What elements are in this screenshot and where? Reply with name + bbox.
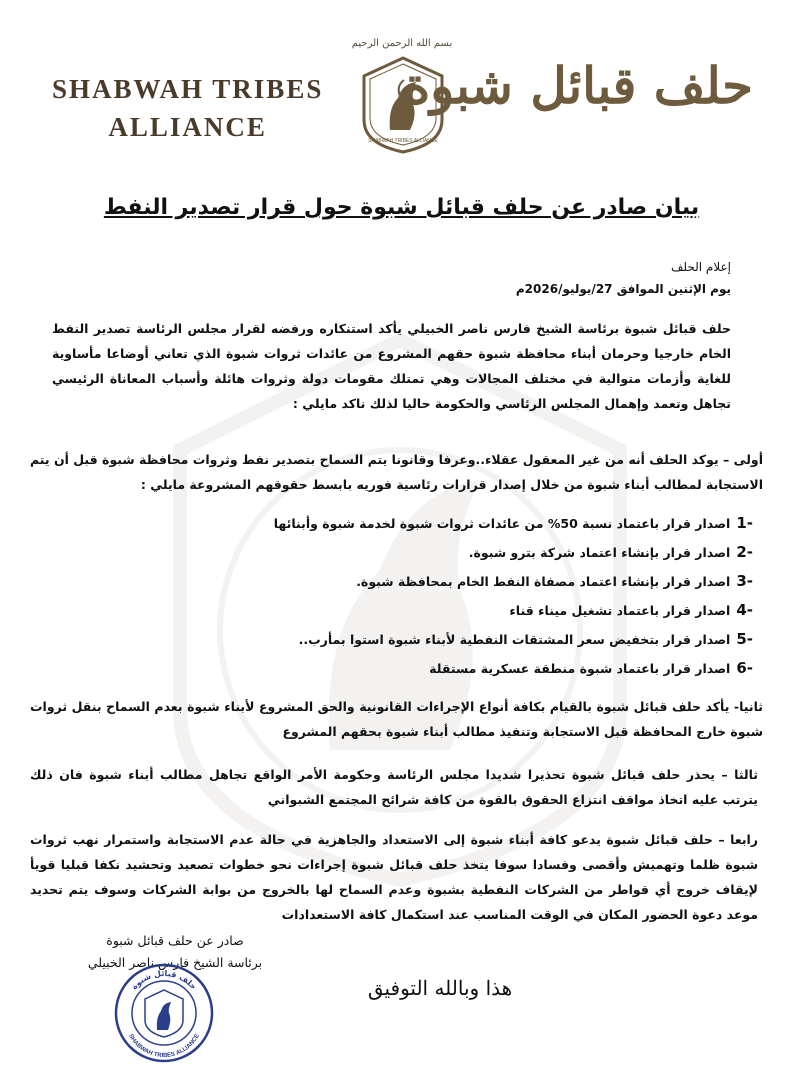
list-item [60, 567, 753, 596]
list-item-number: -3 [736, 572, 753, 590]
list-item [60, 538, 753, 567]
point-third-paragraph: ثالثا – يحذر حلف قبائل شبوة تحذيرا شديدا مجلس الرئاسة وحكومة الأمر الواقع تجاهل مطالب أبناء شبوة فان ذلك يترتب عليه اتخاذ مواقف انتزاع الحقوق بالقوة من كافة شرائح المجتمع الشبواني [30, 767, 758, 807]
english-logo-line1: SHABWAH TRIBES [52, 74, 324, 104]
list-item [60, 509, 753, 538]
issuer-line1: صادر عن حلف قبائل شبوة [106, 933, 244, 948]
statement-source: إعلام الحلف [670, 260, 731, 274]
list-item-text: اصدار قرار باعتماد نسبة 50% من عائدات ثروات شبوة لخدمة شبوة وأبنائها [273, 516, 731, 531]
statement-title: بيان صادر عن حلف قبائل شبوة حول قرار تصدير النفط [103, 195, 700, 220]
basmala: بسم الله الرحمن الرحيم [351, 38, 453, 49]
list-item-text: اصدار قرار بإنشاء اعتماد شركة بترو شبوة. [468, 545, 731, 560]
list-item-text: اصدار قرار باعتماد تشغيل ميناء قناء [509, 603, 731, 618]
list-item-number: -1 [736, 514, 753, 532]
emblem-caption: SHABWAH TRIBES ALLIANCE [368, 138, 438, 144]
letterhead [0, 0, 803, 175]
demands-list [60, 509, 753, 683]
list-item-number: -6 [736, 659, 753, 677]
closing-phrase: هذا وبالله التوفيق [367, 976, 513, 1000]
arabic-logo: حلف قبائل شبوة [403, 56, 753, 115]
point-fourth-paragraph: رابعا – حلف قبائل شبوة يدعو كافة أبناء شبوة إلى الاستعداد والجاهزية في حالة عدم الاستجابة واستمرار نهب ثروات شبوة ظلما وتهميش وأقصى وفسادا سوفا يتخذ حلف قبائل شبوة إجراءات نحو خطوات تصعيد وتحشيد نكفا قبليا قويأ لإيقاف خروج أي قواطر من الشركات النفطية بشبوة وعدم السماح لها بالخروج من بوابة الشركات وسوف يتم تحديد موعد دعوة الحضور المكان في الوقت المناسب عند استكمال كافة الاستعدادات [30, 832, 758, 922]
list-item-number: -2 [736, 543, 753, 561]
list-item-number: -5 [736, 630, 753, 648]
seal-english-text: SHABWAH TRIBES ALLIANCE [127, 1033, 201, 1060]
list-item-text: اصدار قرار باعتماد شبوة منطقة عسكرية مستقلة [429, 661, 731, 676]
english-logo-line2: ALLIANCE [108, 112, 267, 142]
list-item [60, 596, 753, 625]
official-seal-icon [113, 962, 215, 1064]
point-second-paragraph: ثانيا- يأكد حلف قبائل شبوة بالقيام بكافة أنواع الإجراءات القانونية والحق المشروع لأبناء شبوة بعدم السماح بنقل ثروات شبوة خارج المحافظة قبل الاستجابة وتنفيذ مطالب أبناء شبوة بحقهم المشروع [30, 699, 763, 739]
seal-arabic-text: حلف قبائل شبوة [129, 968, 199, 992]
statement-date: يوم الإثنين الموافق 27/يوليو/2026م [515, 282, 731, 296]
list-item [60, 654, 753, 683]
list-item-number: -4 [736, 601, 753, 619]
point-first-paragraph: أولى – يوكد الحلف أنه من غير المعقول عقلاء..وعرفا وقانونا يتم السماح بتصدير نفط وثروات محافظة شبوة قبل أن يتم الاستجابة لمطالب أبناء شبوة من خلال إصدار قرارات رئاسية فوريه بابسط حقوقهم المشروعة مايلي : [30, 452, 763, 492]
statement-meta [516, 256, 731, 300]
list-item-text: اصدار قرار بإنشاء اعتماد مصفاة النفط الخام بمحافظة شبوة. [356, 574, 731, 589]
list-item-text: اصدار قرار بتخفيض سعر المشتقات النفطية لأبناء شبوة استوا بمأرب.. [298, 632, 731, 647]
issuer-line2: برئاسة الشيخ فارس ناصر الخبيلي [87, 955, 263, 970]
intro-paragraph: حلف قبائل شبوة برئاسة الشيخ فارس ناصر الخبيلي يأكد استنكاره ورفضه لقرار مجلس الرئاسة تصدير النفط الخام خارجيا وحرمان أبناء محافظة شبوة حقهم المشروع من عائدات ثروات شبوة الذي تعاني أوضاعا مأساوية للغاية وأزمات متوالية في مختلف المجالات وهي تمتلك مقومات دولة وثروات هائلة وأسباب المعاناة الرئيسي تجاهل وتعمد وإهمال المجلس الرئاسي والحكومة حاليا لذلك ناكد مايلي : [52, 321, 731, 411]
list-item [60, 625, 753, 654]
english-logo [52, 70, 323, 146]
